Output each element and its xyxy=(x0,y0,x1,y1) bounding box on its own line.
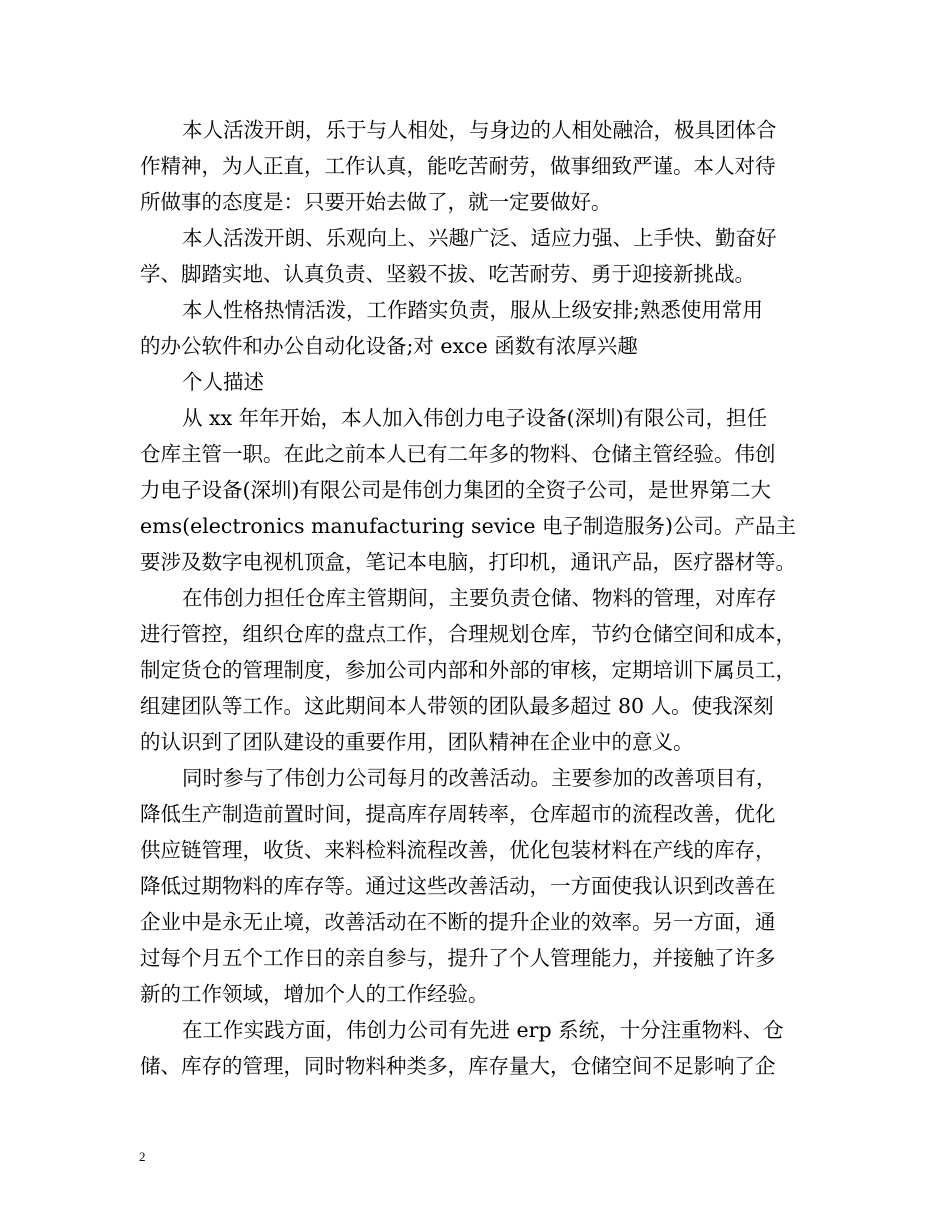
paragraph-line: 本人活泼开朗，乐于与人相处，与身边的人相处融洽，极具团体合 xyxy=(182,118,777,142)
paragraph-line: 本人性格热情活泼，工作踏实负责，服从上级安排;熟悉使用常用 xyxy=(182,298,763,322)
paragraph-line: 降低过期物料的库存等。通过这些改善活动，一方面使我认识到改善在 xyxy=(140,874,776,898)
paragraph-line: 所做事的态度是：只要开始去做了，就一定要做好。 xyxy=(140,190,612,214)
paragraph-line: 要涉及数字电视机顶盒，笔记本电脑，打印机，通讯产品，医疗器材等。 xyxy=(140,550,796,574)
paragraph-line: 制定货仓的管理制度，参加公司内部和外部的审核，定期培训下属员工， xyxy=(140,658,796,682)
paragraph-line: 从 xx 年年开始，本人加入伟创力电子设备(深圳)有限公司，担任 xyxy=(182,406,768,430)
paragraph-line: 同时参与了伟创力公司每月的改善活动。主要参加的改善项目有， xyxy=(182,766,777,790)
paragraph-line: 在工作实践方面，伟创力公司有先进 erp 系统，十分注重物料、仓 xyxy=(182,1018,784,1042)
paragraph-line: 供应链管理，收货、来料检料流程改善，优化包装材料在产线的库存， xyxy=(140,838,776,862)
paragraph-line: 在伟创力担任仓库主管期间，主要负责仓储、物料的管理，对库存 xyxy=(182,586,777,610)
paragraph-line: 仓库主管一职。在此之前本人已有二年多的物料、仓储主管经验。伟创 xyxy=(140,442,776,466)
paragraph-line: 储、库存的管理，同时物料种类多，库存量大，仓储空间不足影响了企 xyxy=(140,1054,776,1078)
paragraph-line: 的办公软件和办公自动化设备;对 exce 函数有浓厚兴趣 xyxy=(140,334,638,358)
paragraph-line: 新的工作领域，增加个人的工作经验。 xyxy=(140,982,489,1006)
paragraph-line: 作精神，为人正直，工作认真，能吃苦耐劳，做事细致严谨。本人对待 xyxy=(140,154,776,178)
paragraph-line: 企业中是永无止境，改善活动在不断的提升企业的效率。另一方面，通 xyxy=(140,910,776,934)
paragraph-line: 力电子设备(深圳)有限公司是伟创力集团的全资子公司，是世界第二大 xyxy=(140,478,771,502)
section-heading: 个人描述 xyxy=(182,370,264,394)
paragraph-line: 降低生产制造前置时间，提高库存周转率，仓库超市的流程改善，优化 xyxy=(140,802,776,826)
paragraph-line: 过每个月五个工作日的亲自参与，提升了个人管理能力，并接触了许多 xyxy=(140,946,776,970)
page-number: 2 xyxy=(139,1149,146,1164)
paragraph-line: 的认识到了团队建设的重要作用，团队精神在企业中的意义。 xyxy=(140,730,694,754)
paragraph-line: 进行管控，组织仓库的盘点工作，合理规划仓库，节约仓储空间和成本， xyxy=(140,622,796,646)
paragraph-line: ems(electronics manufacturing sevice 电子制造服务)公司。产品主 xyxy=(140,514,796,538)
paragraph-line: 本人活泼开朗、乐观向上、兴趣广泛、适应力强、上手快、勤奋好 xyxy=(182,226,777,250)
paragraph-line: 学、脚踏实地、认真负责、坚毅不拔、吃苦耐劳、勇于迎接新挑战。 xyxy=(140,262,755,286)
paragraph-line: 组建团队等工作。这此期间本人带领的团队最多超过 80 人。使我深刻 xyxy=(140,694,774,718)
